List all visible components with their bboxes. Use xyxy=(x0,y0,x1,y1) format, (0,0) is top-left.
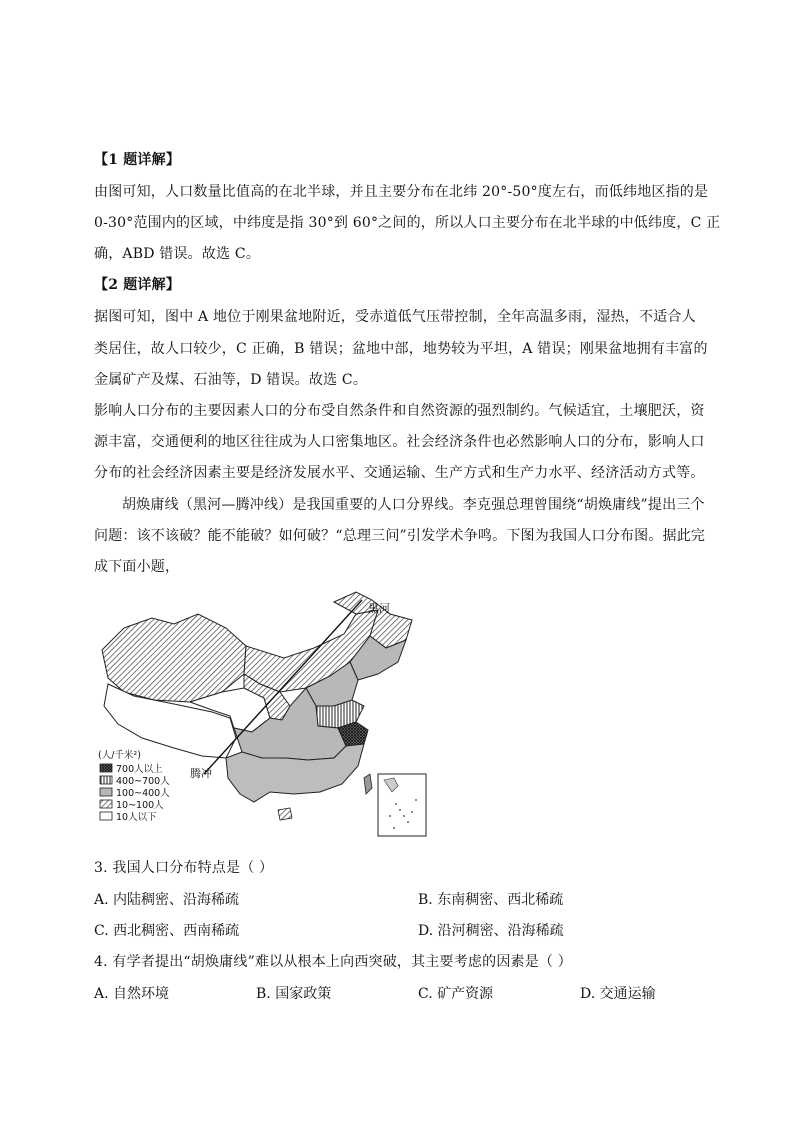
q4-option-c[interactable]: C. 矿产资源 xyxy=(418,986,494,1002)
intro-line-3: 成下面小题， xyxy=(94,559,180,575)
q1-line-2: 0-30°范围内的区域，中纬度是指 30°到 60°之间的，所以人口主要分布在北半球的中低纬度，C 正 xyxy=(94,215,721,231)
q1-line-3: 确，ABD 错误。故选 C。 xyxy=(94,246,261,262)
q3-option-b[interactable]: B. 东南稠密、西北稀疏 xyxy=(418,892,564,908)
q3-option-d[interactable]: D. 沿河稠密、沿海稀疏 xyxy=(418,923,564,939)
legend-swatch-700 xyxy=(100,764,112,772)
region-xinjiang xyxy=(102,614,246,702)
intro-line-2: 问题：该不该破？能不能破？如何破？“总理三问”引发学术争鸣。下图为我国人口分布图。据此完 xyxy=(94,528,706,544)
legend-label-10-100: 10~100人 xyxy=(116,800,164,811)
legend-swatch-100-400 xyxy=(100,788,112,796)
q2-line-1: 据图可知，图中 A 地位于刚果盆地附近，受赤道低气压带控制，全年高温多雨，湿热，不适合人 xyxy=(94,309,696,325)
legend-swatch-10-100 xyxy=(100,800,112,808)
legend-label-under-10: 10人以下 xyxy=(116,812,157,823)
legend-label-400-700: 400~700人 xyxy=(116,776,170,787)
label-heihe: 黑河 xyxy=(368,602,390,615)
q2-line-6: 分布的社会经济因素主要是经济发展水平、交通运输、生产方式和生产力水平、经济活动方式等。 xyxy=(94,465,705,481)
q2-line-3: 金属矿产及煤、石油等，D 错误。故选 C。 xyxy=(94,372,368,388)
q3-option-a[interactable]: A. 内陆稠密、沿海稀疏 xyxy=(94,892,240,908)
legend-title: (人/千米²) xyxy=(98,750,141,761)
legend-label-100-400: 100~400人 xyxy=(116,788,170,799)
q4-stem: 4. 有学者提出“胡焕庸线”难以从根本上向西突破，其主要考虑的因素是（ ） xyxy=(94,954,572,970)
region-taiwan xyxy=(364,774,372,794)
q2-line-2: 类居住，故人口较少，C 正确，B 错误；盆地中部，地势较为平坦，A 错误；刚果盆地拥有丰富的 xyxy=(94,341,708,357)
south-china-sea-inset xyxy=(378,774,426,836)
legend-swatch-400-700 xyxy=(100,776,112,784)
label-tengchong: 腾冲 xyxy=(190,767,212,780)
q2-line-4: 影响人口分布的主要因素人口的分布受自然条件和自然资源的强烈制约。气候适宜，土壤肥沃，资 xyxy=(94,403,705,419)
q3-stem: 3. 我国人口分布特点是（ ） xyxy=(94,860,274,876)
q4-option-a[interactable]: A. 自然环境 xyxy=(94,986,170,1002)
q2-heading: 【2 题详解】 xyxy=(94,277,181,293)
q1-line-1: 由图可知，人口数量比值高的在北半球，并且主要分布在北纬 20°-50°度左右，而低纬地区指的是 xyxy=(94,184,709,200)
region-hainan xyxy=(278,808,292,820)
q1-heading: 【1 题详解】 xyxy=(94,152,181,168)
legend-label-700: 700人以上 xyxy=(116,764,163,775)
q3-option-c[interactable]: C. 西北稠密、西南稀疏 xyxy=(94,923,240,939)
q2-line-5: 源丰富，交通便利的地区往往成为人口密集地区。社会经济条件也必然影响人口的分布，影响人口 xyxy=(94,434,705,450)
q4-option-d[interactable]: D. 交通运输 xyxy=(580,986,656,1002)
intro-line-1: 胡焕庸线（黑河—腾冲线）是我国重要的人口分界线。李克强总理曾围绕“胡焕庸线”提出三个 xyxy=(122,497,705,513)
map-legend xyxy=(98,749,170,823)
legend-swatch-under-10 xyxy=(100,812,112,820)
population-map xyxy=(94,588,430,840)
q4-option-b[interactable]: B. 国家政策 xyxy=(256,986,332,1002)
china-population-map-svg xyxy=(94,588,430,840)
